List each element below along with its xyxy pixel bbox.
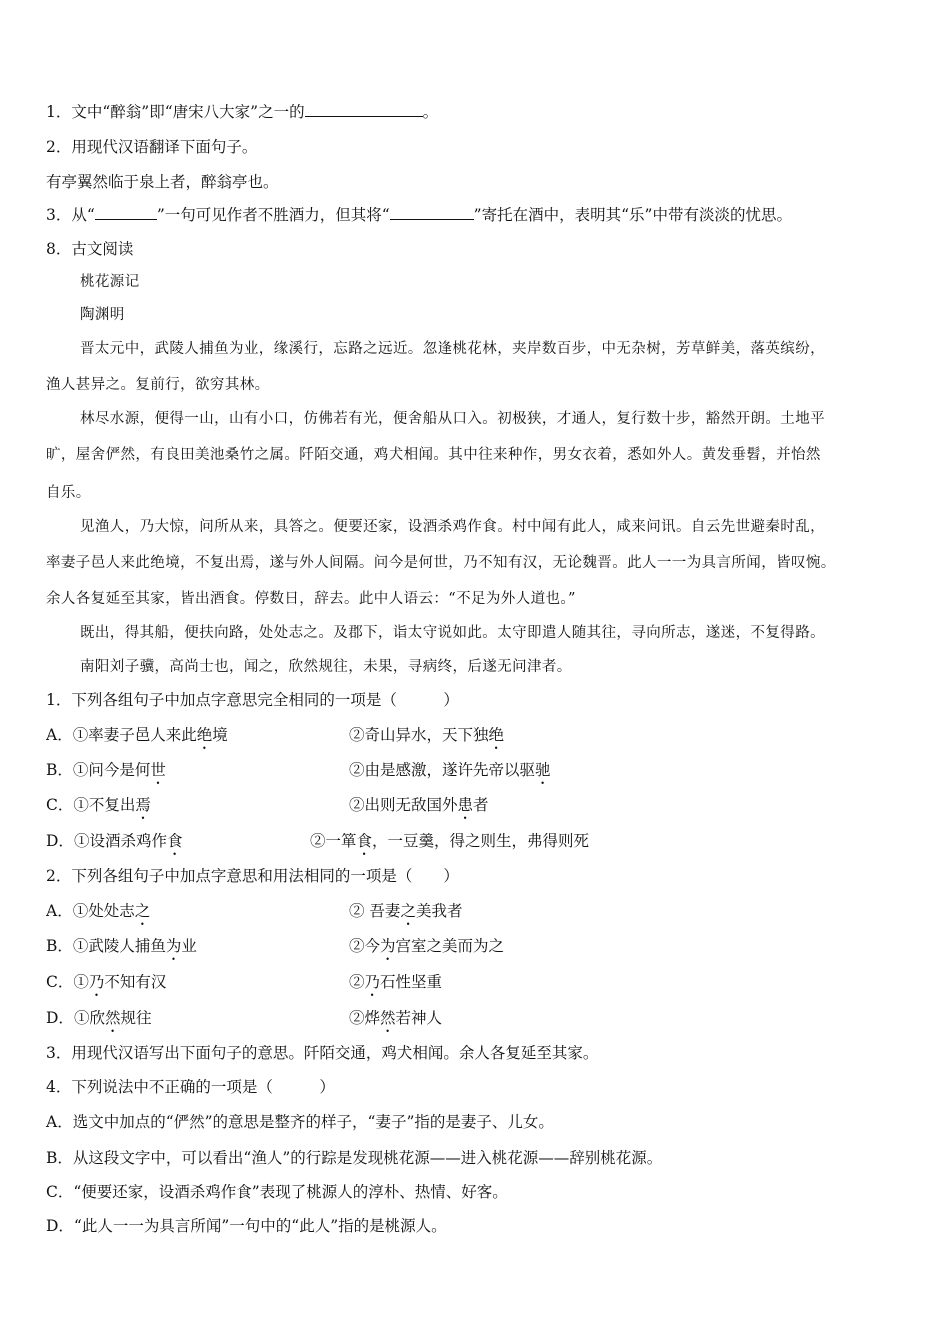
dotted-char: 世 <box>150 761 166 779</box>
question-number: 1． <box>46 103 72 121</box>
option-right-text: 者 <box>473 796 489 814</box>
option-a[interactable]: A．选文中加点的“俨然”的意思是整齐的样子，“妻子”指的是妻子、儿女。 <box>46 1113 554 1131</box>
question-2: 2．用现代汉语翻译下面句子。 <box>46 138 258 156</box>
mc-question-1: 1．下列各组句子中加点字意思完全相同的一项是（ ） <box>46 691 459 709</box>
question-text: 文中“醉翁”即“唐宋八大家”之一的 <box>71 103 305 121</box>
option-d-right <box>349 1006 442 1036</box>
option-a-right <box>349 723 504 753</box>
option-left-text: ①设酒杀鸡作 <box>73 832 167 850</box>
option-right-text: 石性坚重 <box>380 973 443 991</box>
option-right-text: ②今 <box>349 937 381 955</box>
option-label: B． <box>46 937 73 955</box>
option-a[interactable] <box>46 899 150 929</box>
passage-line: 余人各复延至其家，皆出酒食。停数日，辞去。此中人语云：“不足为外人道也。” <box>46 591 576 607</box>
option-right-text: 美我者 <box>415 902 463 920</box>
question-number: 3． <box>46 206 72 224</box>
answer-blank[interactable] <box>305 101 423 117</box>
question-3 <box>46 203 792 227</box>
option-left-text: ① <box>73 973 89 991</box>
option-left-text: ①欣 <box>73 1009 105 1027</box>
option-d-right <box>310 829 589 859</box>
option-right-text: ②烨 <box>349 1009 381 1027</box>
translate-sentence: 有亭翼然临于泉上者，醉翁亭也。 <box>46 173 279 191</box>
dotted-char: 食 <box>166 832 183 850</box>
option-left-text: ①问今是何 <box>72 761 151 779</box>
answer-blank[interactable] <box>390 204 474 220</box>
dotted-char: 然 <box>104 1009 121 1027</box>
dotted-char: 绝 <box>488 726 505 744</box>
option-c[interactable] <box>46 793 151 823</box>
option-left-text: ①率妻子邑人来此 <box>72 726 197 744</box>
dotted-char: 焉 <box>135 796 151 814</box>
option-label: D． <box>46 1009 74 1027</box>
option-c[interactable] <box>46 970 166 1000</box>
option-c-right <box>349 793 489 823</box>
dotted-char: 绝 <box>196 726 213 744</box>
passage-line: 渔人甚异之。复前行，欲穷其林。 <box>46 377 270 393</box>
option-left-text: ①不复出 <box>73 796 136 814</box>
question-text: ”寄托在酒中，表明其“乐”中带有淡淡的忧思。 <box>473 206 792 224</box>
option-label: C． <box>46 796 74 814</box>
dotted-char: 之 <box>400 902 416 920</box>
dotted-char: 患 <box>457 796 474 814</box>
option-label: B． <box>46 761 73 779</box>
option-label: D． <box>46 832 74 850</box>
dotted-char: 之 <box>134 902 151 920</box>
option-d[interactable] <box>46 829 182 859</box>
passage-line: 旷，屋舍俨然，有良田美池桑竹之属。阡陌交通，鸡犬相闻。其中往来种作，男女衣着，悉如外人。黄发垂髫，并怡然 <box>46 447 821 463</box>
option-label: A． <box>46 726 73 744</box>
dotted-char: 然 <box>380 1009 396 1027</box>
option-right-text: ，一豆羹，得之则生，弗得则死 <box>372 832 590 850</box>
passage-line: 率妻子邑人来此绝境，不复出焉，遂与外人间隔。问今是何世，乃不知有汉，无论魏晋。此人一一为具言所闻，皆叹惋。 <box>46 555 836 571</box>
dotted-char: 乃 <box>364 973 381 991</box>
option-right-text: ②出则无敌国外 <box>349 796 458 814</box>
mc-question-2: 2．下列各组句子中加点字意思和用法相同的一项是（ ） <box>46 867 459 885</box>
section-heading: 8．古文阅读 <box>46 240 134 258</box>
dotted-char: 为 <box>380 937 396 955</box>
option-c[interactable]: C．“便要还家，设酒杀鸡作食”表现了桃源人的淳朴、热情、好客。 <box>46 1183 508 1201</box>
question-text: ”一句可见作者不胜酒力，但其将“ <box>156 206 390 224</box>
dotted-char: 乃 <box>88 973 105 991</box>
option-right-text: ② <box>349 973 365 991</box>
question-1 <box>46 100 438 124</box>
dotted-char: 为 <box>165 937 182 955</box>
answer-blank[interactable] <box>95 204 157 220</box>
option-label: A． <box>46 902 73 920</box>
option-right-text: ②奇山异水，天下独 <box>349 726 489 744</box>
option-right-text: ②由是感激，遂许先帝以驱 <box>349 761 536 779</box>
option-left-text: 不知有汉 <box>104 973 167 991</box>
passage-line: 自乐。 <box>46 485 91 501</box>
option-a-right <box>349 899 462 929</box>
question-3: 3．用现代汉语写出下面句子的意思。阡陌交通，鸡犬相闻。余人各复延至其家。 <box>46 1044 599 1062</box>
option-right-text: ② 吾妻 <box>349 902 401 920</box>
option-left-text: 规往 <box>120 1009 152 1027</box>
option-d[interactable]: D．“此人一一为具言所闻”一句中的“此人”指的是桃源人。 <box>46 1217 447 1235</box>
passage-line: 见渔人，乃大惊，问所从来，具答之。便要还家，设酒杀鸡作食。村中闻有此人，咸来问讯。自云先世避秦时乱， <box>80 519 825 535</box>
passage-line: 林尽水源，便得一山，山有小口，仿佛若有光，便舍船从口入。初极狭，才通人，复行数十步，豁然开朗。土地平 <box>80 411 825 427</box>
option-a[interactable] <box>46 723 228 753</box>
option-left-text: ①处处志 <box>72 902 135 920</box>
passage-line: 晋太元中，武陵人捕鱼为业，缘溪行，忘路之远近。忽逢桃花林，夹岸数百步，中无杂树，芳草鲜美，落英缤纷， <box>80 341 825 357</box>
question-text: 。 <box>422 103 439 121</box>
option-b[interactable] <box>46 758 166 788</box>
dotted-char: 食 <box>356 832 373 850</box>
option-d[interactable] <box>46 1006 151 1036</box>
mc-question-4: 4．下列说法中不正确的一项是（ ） <box>46 1078 335 1096</box>
dotted-char: 驰 <box>535 761 551 779</box>
option-left-text: 境 <box>212 726 228 744</box>
option-b-right <box>349 934 504 964</box>
question-text: 从“ <box>71 206 95 224</box>
option-label: C． <box>46 973 74 991</box>
option-b-right <box>349 758 551 788</box>
passage-author: 陶渊明 <box>80 307 125 323</box>
option-right-text: 宫室之美而为之 <box>395 937 505 955</box>
option-b[interactable] <box>46 934 197 964</box>
option-right-text: ②一箪 <box>310 832 357 850</box>
option-left-text: 业 <box>181 937 197 955</box>
passage-title: 桃花源记 <box>80 274 140 290</box>
passage-line: 南阳刘子骥，高尚士也，闻之，欣然规往，未果，寻病终，后遂无问津者。 <box>80 659 572 675</box>
option-left-text: ①武陵人捕鱼 <box>72 937 166 955</box>
option-right-text: 若神人 <box>395 1009 443 1027</box>
passage-line: 既出，得其船，便扶向路，处处志之。及郡下，诣太守说如此。太守即遣人随其往，寻向所志，遂迷，不复得路。 <box>80 625 825 641</box>
option-c-right <box>349 970 442 1000</box>
option-b[interactable]: B．从这段文字中，可以看出“渔人”的行踪是发现桃花源——进入桃花源——辞别桃花源。 <box>46 1149 663 1167</box>
